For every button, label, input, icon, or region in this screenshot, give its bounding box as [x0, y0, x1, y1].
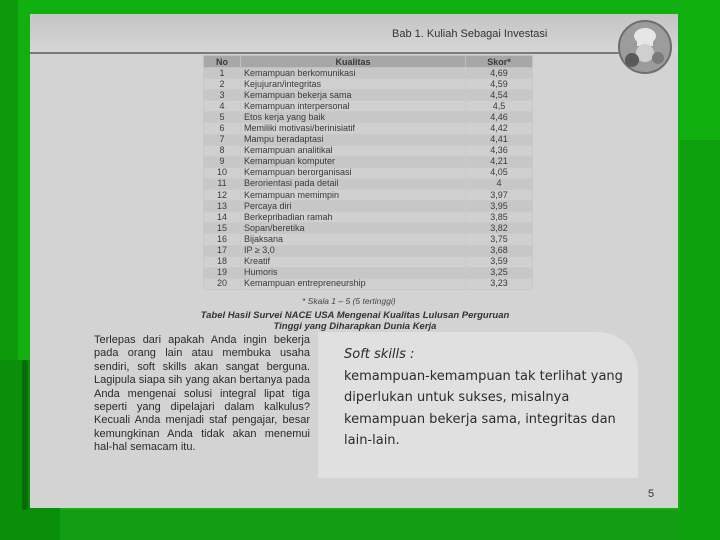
cell-no: 18: [204, 256, 241, 267]
cell-no: 16: [204, 234, 241, 245]
table-row: [204, 167, 533, 178]
cell-skor: 4,54: [466, 90, 533, 101]
body-paragraph: Terlepas dari apakah Anda ingin bekerja pada orang lain atau membuka usaha sendiri, soft skills akan sangat berguna. Lagipula siapa sih yang akan bertanya pada Anda mengenai solusi integral lipat tiga seperti yang dipelajari dalam kalkulus? Kecuali Anda menjadi staf pengajar, besar kemungkinan Anda tidak akan menemui hal-hal semacam itu.: [94, 334, 310, 454]
book-page: [30, 14, 678, 508]
definition-callout: [318, 332, 638, 478]
skills-table: [203, 55, 533, 290]
table-row: [204, 145, 533, 156]
cell-kualitas: Kemampuan memimpin: [241, 190, 466, 201]
table-row: [204, 123, 533, 134]
table-caption: [140, 310, 570, 332]
background-line: [22, 360, 28, 510]
cell-skor: 4: [466, 178, 533, 189]
cell-kualitas: IP ≥ 3,0: [241, 245, 466, 256]
cell-kualitas: Mampu beradaptasi: [241, 134, 466, 145]
cell-no: 17: [204, 245, 241, 256]
cell-no: 7: [204, 134, 241, 145]
table-row: [204, 212, 533, 223]
table-header-row: [204, 56, 533, 68]
page-number: 5: [648, 488, 655, 500]
table-row: [204, 245, 533, 256]
cell-kualitas: Humoris: [241, 267, 466, 278]
table-row: [204, 90, 533, 101]
table-row: [204, 79, 533, 90]
page-header: [30, 14, 678, 52]
cell-no: 15: [204, 223, 241, 234]
background-strip: [60, 510, 700, 540]
cell-skor: 3,68: [466, 245, 533, 256]
table-row: [204, 156, 533, 167]
cell-no: 3: [204, 90, 241, 101]
column-header-no: No: [204, 56, 241, 68]
cell-skor: 4,05: [466, 167, 533, 178]
cell-skor: 4,59: [466, 79, 533, 90]
table-row: [204, 101, 533, 112]
cell-no: 2: [204, 79, 241, 90]
cell-no: 13: [204, 201, 241, 212]
table-row: [204, 201, 533, 212]
cell-no: 5: [204, 112, 241, 123]
cell-skor: 4,21: [466, 156, 533, 167]
cell-skor: 3,95: [466, 201, 533, 212]
cell-kualitas: Etos kerja yang baik: [241, 112, 466, 123]
cell-skor: 3,75: [466, 234, 533, 245]
cell-skor: 3,23: [466, 278, 533, 289]
cell-skor: 4,41: [466, 134, 533, 145]
cell-no: 12: [204, 190, 241, 201]
column-header-skor: Skor*: [466, 56, 533, 68]
cell-skor: 3,25: [466, 267, 533, 278]
table-row: [204, 278, 533, 289]
cell-no: 1: [204, 68, 241, 79]
cell-kualitas: Berorientasi pada detail: [241, 178, 466, 189]
cell-kualitas: Sopan/beretika: [241, 223, 466, 234]
cell-skor: 4,5: [466, 101, 533, 112]
table-row: [204, 134, 533, 145]
caption-line-2: Tinggi yang Diharapkan Dunia Kerja: [273, 321, 437, 332]
cell-no: 20: [204, 278, 241, 289]
cell-kualitas: Kemampuan komputer: [241, 156, 466, 167]
table-row: [204, 68, 533, 79]
cell-kualitas: Kemampuan entrepreneurship: [241, 278, 466, 289]
cell-skor: 4,69: [466, 68, 533, 79]
cell-skor: 4,42: [466, 123, 533, 134]
cell-kualitas: Kreatif: [241, 256, 466, 267]
table-row: [204, 234, 533, 245]
callout-body: kemampuan-kemampuan tak terlihat yang diperlukan untuk sukses, misalnya kemampuan bekerja sama, integritas dan lain-lain.: [344, 368, 623, 448]
chapter-title: Bab 1. Kuliah Sebagai Investasi: [392, 28, 548, 40]
cell-kualitas: Kemampuan analitikal: [241, 145, 466, 156]
column-header-kualitas: Kualitas: [241, 56, 466, 68]
cell-no: 6: [204, 123, 241, 134]
cell-skor: 3,85: [466, 212, 533, 223]
table-row: [204, 178, 533, 189]
cell-kualitas: Berkepribadian ramah: [241, 212, 466, 223]
chef-icon: [618, 20, 672, 74]
table-row: [204, 112, 533, 123]
cell-skor: 4,46: [466, 112, 533, 123]
cell-no: 10: [204, 167, 241, 178]
cell-no: 4: [204, 101, 241, 112]
cell-no: 11: [204, 178, 241, 189]
cell-no: 9: [204, 156, 241, 167]
caption-line-1: Tabel Hasil Survei NACE USA Mengenai Kualitas Lulusan Perguruan: [200, 310, 510, 321]
cell-kualitas: Percaya diri: [241, 201, 466, 212]
cell-no: 14: [204, 212, 241, 223]
cell-kualitas: Kemampuan berkomunikasi: [241, 68, 466, 79]
header-rule: [30, 52, 630, 54]
cell-kualitas: Kemampuan berorganisasi: [241, 167, 466, 178]
cell-kualitas: Kejujuran/integritas: [241, 79, 466, 90]
cell-skor: 4,36: [466, 145, 533, 156]
cell-skor: 3,97: [466, 190, 533, 201]
cell-skor: 3,59: [466, 256, 533, 267]
table-row: [204, 223, 533, 234]
background-block-right: [680, 140, 720, 540]
cell-kualitas: Bijaksana: [241, 234, 466, 245]
table-row: [204, 267, 533, 278]
table-row: [204, 256, 533, 267]
cell-skor: 3,82: [466, 223, 533, 234]
table-row: [204, 190, 533, 201]
scale-footnote: * Skala 1 – 5 (5 tertinggi): [302, 296, 396, 306]
cell-kualitas: Kemampuan interpersonal: [241, 101, 466, 112]
callout-title: Soft skills :: [344, 347, 415, 362]
cell-no: 19: [204, 267, 241, 278]
cell-kualitas: Kemampuan bekerja sama: [241, 90, 466, 101]
cell-kualitas: Memiliki motivasi/berinisiatif: [241, 123, 466, 134]
callout-content: [344, 344, 634, 452]
cell-no: 8: [204, 145, 241, 156]
